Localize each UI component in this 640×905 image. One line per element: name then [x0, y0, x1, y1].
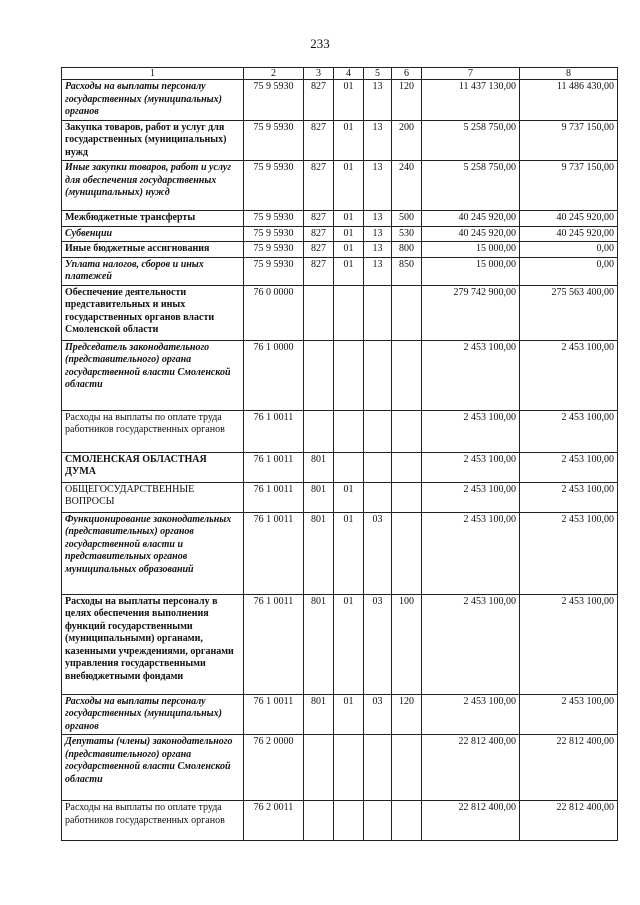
year1-cell: 40 245 920,00 [422, 226, 520, 242]
ved-cell: 827 [304, 211, 334, 227]
table-row [62, 594, 618, 694]
ved-cell [304, 285, 334, 340]
ved-cell: 827 [304, 257, 334, 285]
year1-cell: 2 453 100,00 [422, 594, 520, 694]
ved-cell [304, 410, 334, 452]
rz-cell: 01 [334, 257, 364, 285]
code-cell: 76 2 0000 [244, 735, 304, 801]
year2-cell: 0,00 [520, 242, 618, 258]
vr-cell: 240 [392, 161, 422, 211]
header-cell: 7 [422, 68, 520, 80]
ved-cell [304, 340, 334, 410]
pr-cell [364, 482, 392, 512]
pr-cell: 13 [364, 257, 392, 285]
name-cell: Межбюджетные трансферты [62, 211, 244, 227]
table-row [62, 452, 618, 482]
year1-cell: 22 812 400,00 [422, 801, 520, 841]
year1-cell: 40 245 920,00 [422, 211, 520, 227]
pr-cell [364, 340, 392, 410]
pr-cell: 13 [364, 80, 392, 121]
year1-cell: 5 258 750,00 [422, 120, 520, 161]
year1-cell: 2 453 100,00 [422, 410, 520, 452]
rz-cell [334, 735, 364, 801]
page-number: 233 [310, 36, 330, 51]
year1-cell: 5 258 750,00 [422, 161, 520, 211]
header-cell: 4 [334, 68, 364, 80]
table-row [62, 226, 618, 242]
name-cell: Расходы на выплаты персоналу в целях обеспечения выполнения функций государственными (муниципальными) органами, казенными учреждениями, органами управления государственными внебюджетными фондами [62, 594, 244, 694]
vr-cell: 200 [392, 120, 422, 161]
code-cell: 76 1 0011 [244, 410, 304, 452]
code-cell: 76 2 0011 [244, 801, 304, 841]
pr-cell: 03 [364, 694, 392, 735]
code-cell: 76 1 0011 [244, 452, 304, 482]
rz-cell: 01 [334, 242, 364, 258]
table-row [62, 80, 618, 121]
name-cell: Расходы на выплаты по оплате труда работников государственных органов [62, 410, 244, 452]
vr-cell [392, 340, 422, 410]
ved-cell: 827 [304, 226, 334, 242]
pr-cell [364, 452, 392, 482]
table-row [62, 285, 618, 340]
rz-cell [334, 801, 364, 841]
vr-cell [392, 285, 422, 340]
year2-cell: 40 245 920,00 [520, 211, 618, 227]
code-cell: 76 0 0000 [244, 285, 304, 340]
rz-cell [334, 452, 364, 482]
code-cell: 75 9 5930 [244, 211, 304, 227]
vr-cell [392, 735, 422, 801]
year2-cell: 2 453 100,00 [520, 594, 618, 694]
ved-cell: 827 [304, 161, 334, 211]
year1-cell: 2 453 100,00 [422, 512, 520, 594]
vr-cell [392, 410, 422, 452]
table-row [62, 512, 618, 594]
header-cell: 2 [244, 68, 304, 80]
ved-cell: 801 [304, 452, 334, 482]
table-row [62, 340, 618, 410]
name-cell: Субвенции [62, 226, 244, 242]
name-cell: Обеспечение деятельности представительных и иных государственных органов власти Смоленской области [62, 285, 244, 340]
vr-cell: 850 [392, 257, 422, 285]
code-cell: 75 9 5930 [244, 226, 304, 242]
table-row [62, 410, 618, 452]
vr-cell [392, 482, 422, 512]
table-row [62, 211, 618, 227]
pr-cell [364, 801, 392, 841]
vr-cell [392, 512, 422, 594]
rz-cell: 01 [334, 120, 364, 161]
year1-cell: 22 812 400,00 [422, 735, 520, 801]
rz-cell: 01 [334, 226, 364, 242]
year2-cell: 22 812 400,00 [520, 801, 618, 841]
year2-cell: 9 737 150,00 [520, 120, 618, 161]
ved-cell: 801 [304, 512, 334, 594]
rz-cell: 01 [334, 80, 364, 121]
code-cell: 76 1 0011 [244, 482, 304, 512]
table-row [62, 482, 618, 512]
header-cell: 8 [520, 68, 618, 80]
table-row [62, 242, 618, 258]
name-cell: Расходы на выплаты по оплате труда работников государственных органов [62, 801, 244, 841]
table-row [62, 120, 618, 161]
code-cell: 75 9 5930 [244, 80, 304, 121]
vr-cell: 530 [392, 226, 422, 242]
header-cell: 5 [364, 68, 392, 80]
ved-cell [304, 801, 334, 841]
year2-cell: 2 453 100,00 [520, 340, 618, 410]
pr-cell: 13 [364, 120, 392, 161]
rz-cell: 01 [334, 694, 364, 735]
year2-cell: 11 486 430,00 [520, 80, 618, 121]
year1-cell: 2 453 100,00 [422, 694, 520, 735]
table-header-row [62, 68, 618, 80]
rz-cell: 01 [334, 594, 364, 694]
code-cell: 75 9 5930 [244, 257, 304, 285]
rz-cell [334, 410, 364, 452]
name-cell: Иные закупки товаров, работ и услуг для обеспечения государственных (муниципальных) нужд [62, 161, 244, 211]
name-cell: Расходы на выплаты персоналу государственных (муниципальных) органов [62, 80, 244, 121]
year2-cell: 275 563 400,00 [520, 285, 618, 340]
pr-cell [364, 735, 392, 801]
year1-cell: 2 453 100,00 [422, 482, 520, 512]
pr-cell: 13 [364, 161, 392, 211]
year2-cell: 2 453 100,00 [520, 410, 618, 452]
name-cell: Иные бюджетные ассигнования [62, 242, 244, 258]
pr-cell: 03 [364, 594, 392, 694]
year1-cell: 15 000,00 [422, 242, 520, 258]
name-cell: СМОЛЕНСКАЯ ОБЛАСТНАЯ ДУМА [62, 452, 244, 482]
code-cell: 76 1 0011 [244, 512, 304, 594]
pr-cell [364, 285, 392, 340]
pr-cell: 03 [364, 512, 392, 594]
pr-cell: 13 [364, 211, 392, 227]
year2-cell: 2 453 100,00 [520, 512, 618, 594]
name-cell: ОБЩЕГОСУДАРСТВЕННЫЕ ВОПРОСЫ [62, 482, 244, 512]
header-cell: 1 [62, 68, 244, 80]
ved-cell: 827 [304, 242, 334, 258]
code-cell: 76 1 0011 [244, 694, 304, 735]
name-cell: Председатель законодательного (представительного) органа государственной власти Смоленской области [62, 340, 244, 410]
table-row [62, 257, 618, 285]
year1-cell: 279 742 900,00 [422, 285, 520, 340]
code-cell: 76 1 0011 [244, 594, 304, 694]
vr-cell: 120 [392, 694, 422, 735]
vr-cell: 100 [392, 594, 422, 694]
table-row [62, 694, 618, 735]
code-cell: 75 9 5930 [244, 242, 304, 258]
name-cell: Уплата налогов, сборов и иных платежей [62, 257, 244, 285]
vr-cell [392, 801, 422, 841]
ved-cell: 801 [304, 694, 334, 735]
year1-cell: 2 453 100,00 [422, 452, 520, 482]
code-cell: 75 9 5930 [244, 161, 304, 211]
name-cell: Функционирование законодательных (представительных) органов государственной власти и представительных органов муниципальных образований [62, 512, 244, 594]
year2-cell: 2 453 100,00 [520, 694, 618, 735]
vr-cell [392, 452, 422, 482]
rz-cell: 01 [334, 161, 364, 211]
year1-cell: 15 000,00 [422, 257, 520, 285]
ved-cell [304, 735, 334, 801]
ved-cell: 827 [304, 120, 334, 161]
rz-cell [334, 340, 364, 410]
pr-cell: 13 [364, 242, 392, 258]
budget-table [61, 67, 618, 841]
ved-cell: 801 [304, 482, 334, 512]
year1-cell: 2 453 100,00 [422, 340, 520, 410]
rz-cell: 01 [334, 211, 364, 227]
ved-cell: 827 [304, 80, 334, 121]
header-cell: 3 [304, 68, 334, 80]
name-cell: Депутаты (члены) законодательного (представительного) органа государственной власти Смоленской области [62, 735, 244, 801]
name-cell: Расходы на выплаты персоналу государственных (муниципальных) органов [62, 694, 244, 735]
rz-cell: 01 [334, 512, 364, 594]
rz-cell: 01 [334, 482, 364, 512]
name-cell: Закупка товаров, работ и услуг для государственных (муниципальных) нужд [62, 120, 244, 161]
rz-cell [334, 285, 364, 340]
table-row [62, 801, 618, 841]
vr-cell: 120 [392, 80, 422, 121]
year2-cell: 2 453 100,00 [520, 482, 618, 512]
year2-cell: 2 453 100,00 [520, 452, 618, 482]
year2-cell: 0,00 [520, 257, 618, 285]
year1-cell: 11 437 130,00 [422, 80, 520, 121]
year2-cell: 9 737 150,00 [520, 161, 618, 211]
year2-cell: 22 812 400,00 [520, 735, 618, 801]
year2-cell: 40 245 920,00 [520, 226, 618, 242]
vr-cell: 500 [392, 211, 422, 227]
vr-cell: 800 [392, 242, 422, 258]
ved-cell: 801 [304, 594, 334, 694]
code-cell: 76 1 0000 [244, 340, 304, 410]
pr-cell: 13 [364, 226, 392, 242]
pr-cell [364, 410, 392, 452]
table-row [62, 735, 618, 801]
header-cell: 6 [392, 68, 422, 80]
code-cell: 75 9 5930 [244, 120, 304, 161]
table-row [62, 161, 618, 211]
